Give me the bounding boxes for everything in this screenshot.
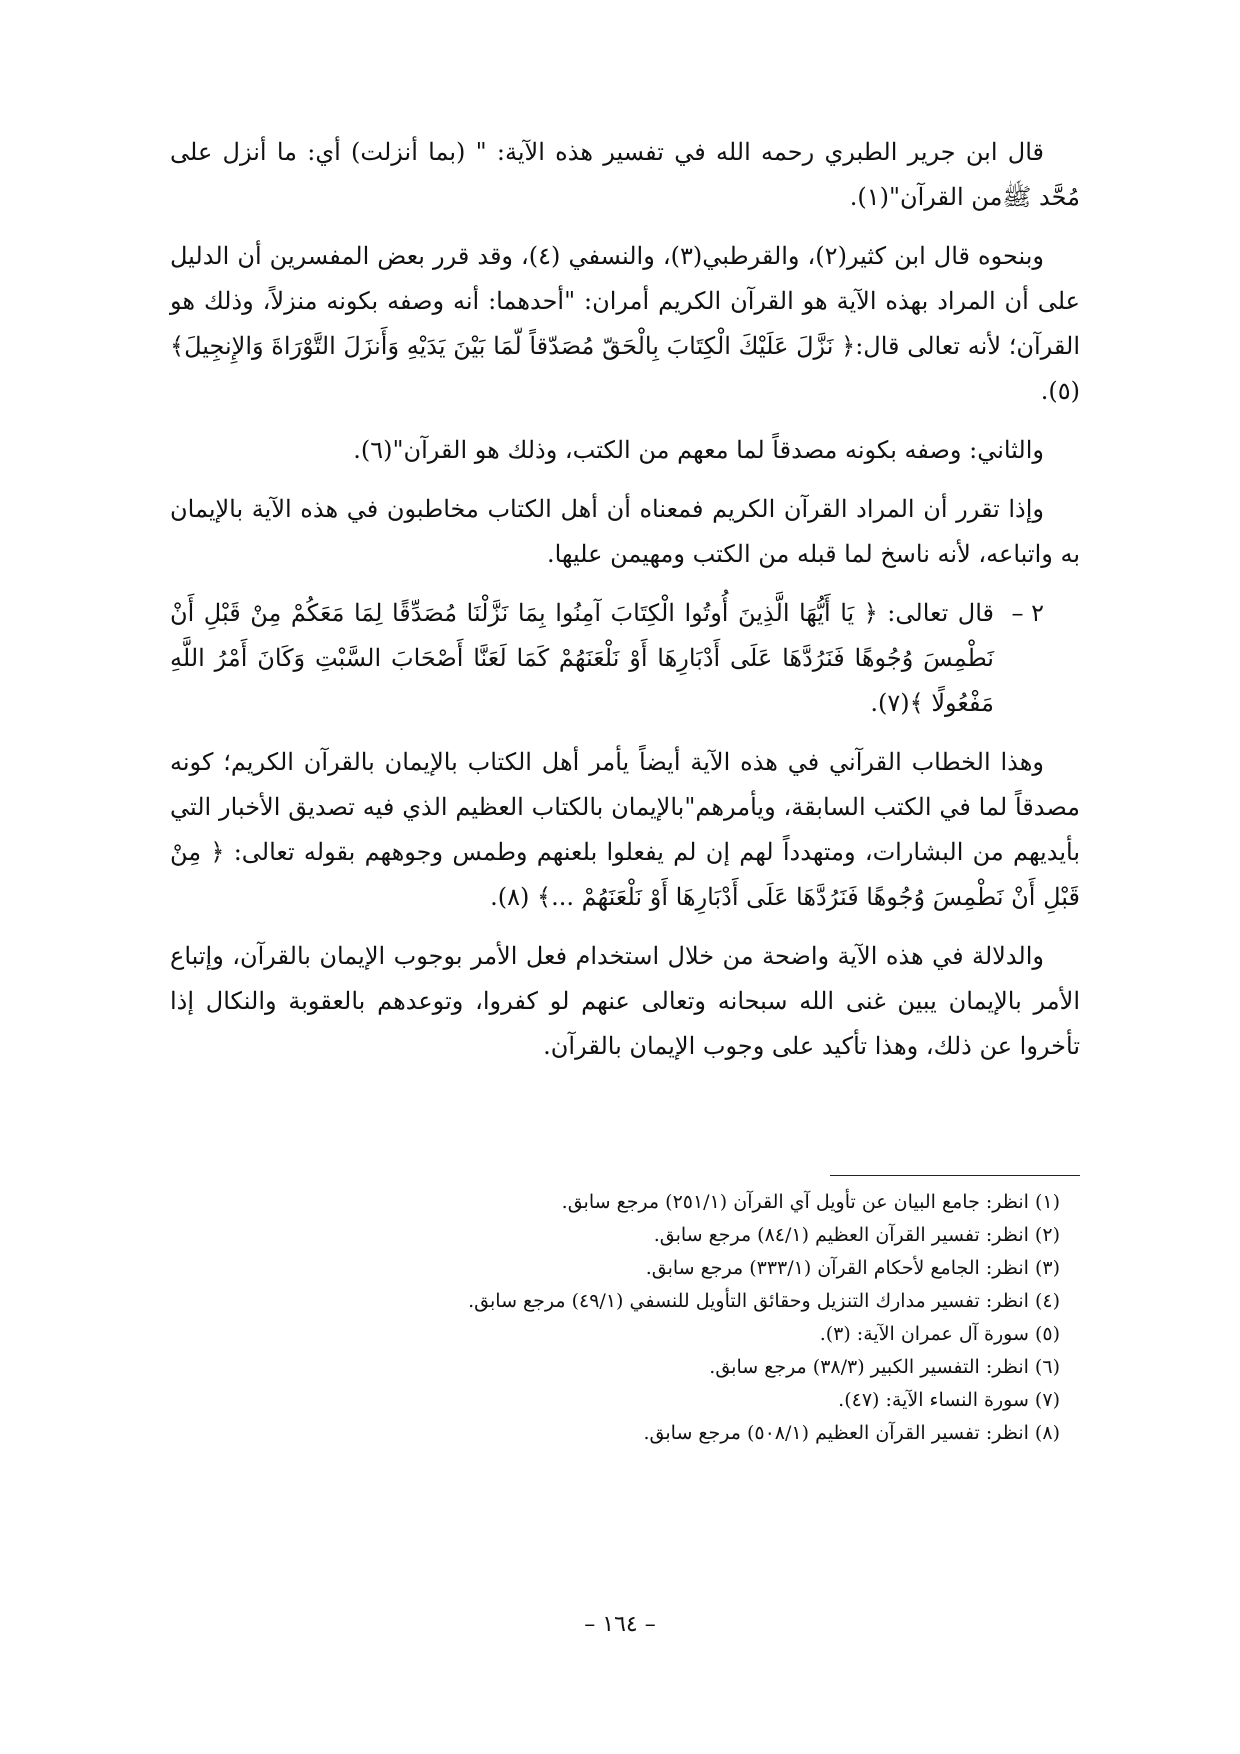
page-body <box>170 130 1080 1083</box>
footnote-7: (٧) سورة النساء الآية: (٤٧). <box>838 1389 1060 1411</box>
item-number: ٢ – <box>1011 599 1044 627</box>
body-paragraph-4: وإذا تقرر أن المراد القرآن الكريم فمعناه أن أهل الكتاب مخاطبون في هذه الآية بالإيمان به واتباعه، لأنه ناسخ لما قبله من الكتب ومهيمن عليها. <box>170 495 1080 568</box>
footnote-divider <box>830 1175 1080 1176</box>
numbered-item-2 <box>170 591 1080 726</box>
footnote-3: (٣) انظر: الجامع لأحكام القرآن (٣٣٣/١) مرجع سابق. <box>645 1257 1060 1279</box>
body-paragraph-1: قال ابن جرير الطبري رحمه الله في تفسير هذه الآية: " (بما أنزلت) أي: ما أنزل على مُحَّد ﷺمن القرآن"(١). <box>170 138 1080 211</box>
item-text: قال تعالى: ﴿ يَا أَيُّهَا الَّذِينَ أُوتُوا الْكِتَابَ آمِنُوا بِمَا نَزَّلْنَا مُصَدِّقًا لِمَا مَعَكُمْ مِنْ قَبْلِ أَنْ نَطْمِسَ وُجُوهًا فَنَرُدَّهَا عَلَى أَدْبَارِهَا أَوْ نَلْعَنَهُمْ كَمَا لَعَنَّا أَصْحَابَ السَّبْتِ وَكَانَ أَمْرُ اللَّهِ مَفْعُولًا ﴾(٧). <box>170 599 994 717</box>
body-paragraph-6: والدلالة في هذه الآية واضحة من خلال استخدام فعل الأمر بوجوب الإيمان بالقرآن، وإتباع الأمر بالإيمان يبين غنى الله سبحانه وتعالى عنهم لو كفروا، وتوعدهم بالعقوبة والنكال إذا تأخروا عن ذلك، وهذا تأكيد على وجوب الإيمان بالقرآن. <box>170 942 1080 1060</box>
footnote-8: (٨) انظر: تفسير القرآن العظيم (٥٠٨/١) مرجع سابق. <box>643 1422 1060 1444</box>
body-paragraph-5: وهذا الخطاب القرآني في هذه الآية أيضاً يأمر أهل الكتاب بالإيمان بالقرآن الكريم؛ كونه مصدقاً لما في الكتب السابقة، ويأمرهم"بالإيمان بالكتاب العظيم الذي فيه تصديق الأخبار التي بأيديهم من البشارات، ومتهدداً لهم إن لم يفعلوا بلعنهم وطمس وجوههم بقوله تعالى: ﴿ مِنْ قَبْلِ أَنْ نَطْمِسَ وُجُوهًا فَنَرُدَّهَا عَلَى أَدْبَارِهَا أَوْ نَلْعَنَهُمْ ...﴾ (٨). <box>170 748 1080 911</box>
body-paragraph-3: والثاني: وصفه بكونه مصدقاً لما معهم من الكتب، وذلك هو القرآن"(٦). <box>353 436 1044 464</box>
footnote-6: (٦) انظر: التفسير الكبير (٣٨/٣) مرجع سابق. <box>709 1356 1060 1378</box>
page-number: – ١٦٤ – <box>584 1612 656 1637</box>
footnote-5: (٥) سورة آل عمران الآية: (٣). <box>819 1323 1060 1345</box>
footnotes <box>170 1186 1080 1450</box>
body-paragraph-2: وبنحوه قال ابن كثير(٢)، والقرطبي(٣)، والنسفي (٤)، وقد قرر بعض المفسرين أن الدليل على أن المراد بهذه الآية هو القرآن الكريم أمران: "أحدهما: أنه وصفه بكونه منزلاً، وذلك هو القرآن؛ لأنه تعالى قال:﴿ نَزَّلَ عَلَيْكَ الْكِتَابَ بِالْحَقّ مُصَدّقاً لّمَا بَيْنَ يَدَيْهِ وَأَنزَلَ التَّوْرَاةَ وَالإِنجِيلَ﴾(٥). <box>170 242 1080 405</box>
footnote-4: (٤) انظر: تفسير مدارك التنزيل وحقائق التأويل للنسفي (٤٩/١) مرجع سابق. <box>468 1290 1060 1312</box>
footnote-1: (١) انظر: جامع البيان عن تأويل آي القرآن (٢٥١/١) مرجع سابق. <box>561 1191 1060 1213</box>
footnote-2: (٢) انظر: تفسير القرآن العظيم (٨٤/١) مرجع سابق. <box>653 1224 1060 1246</box>
